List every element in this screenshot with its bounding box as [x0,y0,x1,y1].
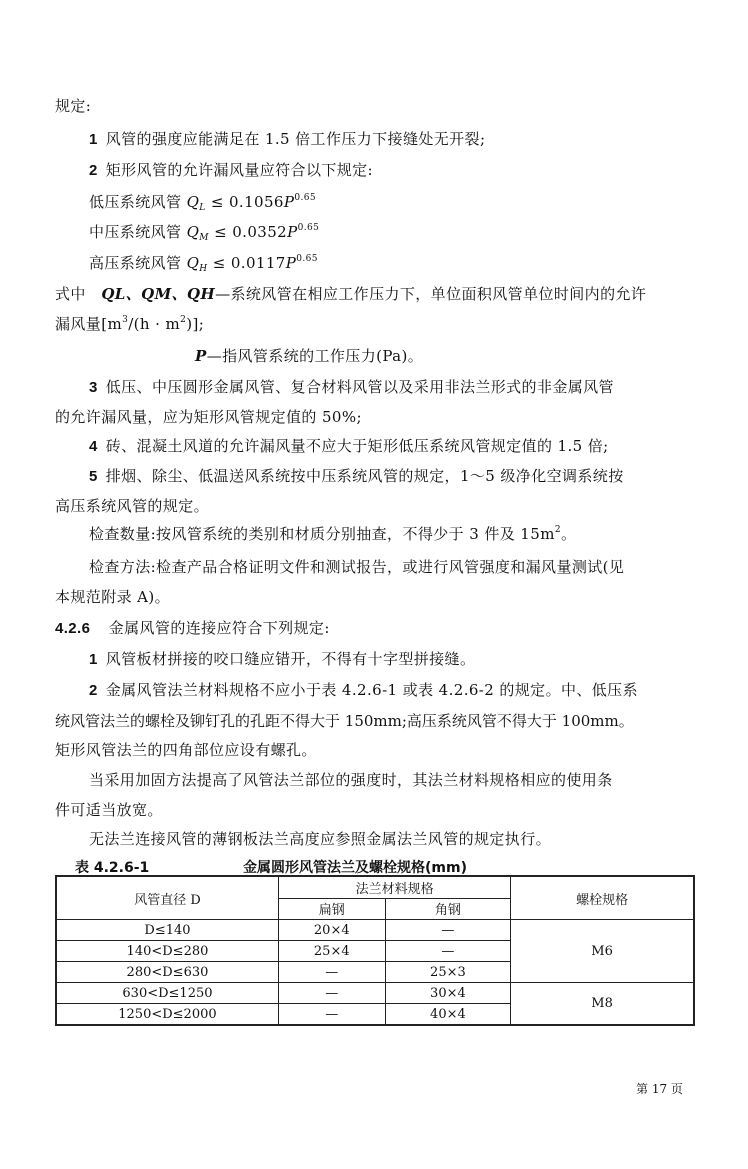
pressure-text: —指风管系统的工作压力(Pa)。 [206,347,424,365]
formula-exponent: 0.65 [296,254,318,264]
check-text: 检查方法:检查产品合格证明文件和测试报告，或进行风管强度和漏风量测试(见 [89,558,625,576]
cell-diameter: 280<D≤630 [56,962,278,983]
clause-number: 2 [89,162,98,179]
clause-2 [89,160,729,181]
formula-medium-pressure [89,222,729,242]
formula-subscript: M [199,233,209,243]
formula-value: ≤ 0.1056 [205,193,284,211]
formula-subscript: L [199,203,206,213]
clause-text: 的允许漏风量，应为矩形风管规定值的 50%; [55,408,362,426]
unit-text: /(h · m [128,315,181,333]
clause-text: 低压、中压圆形金属风管、复合材料风管以及采用非法兰形式的非金属风管 [105,378,614,396]
formula-symbol: P [283,193,295,211]
flange-bolt-table [55,875,695,1026]
subclause-2-cont2 [55,740,695,760]
clause-number: 2 [89,682,98,699]
table-number: 表 4.2.6-1 [75,860,150,876]
clause-3 [89,377,729,398]
page-number: 第 17 页 [636,1082,683,1096]
cell-diameter: D≤140 [56,920,278,941]
table-header-row [56,876,694,898]
check-quantity [89,524,729,544]
clause-text: 砖、混凝土风道的允许漏风量不应大于矩形低压系统风管规定值的 1.5 倍; [105,437,609,455]
cell-angle: — [385,941,511,962]
clause-text: 矩形风管的允许漏风量应符合以下规定: [105,161,374,179]
formula-symbol: P [285,254,297,272]
paragraph-intro [55,96,695,116]
unit-text: )]; [186,315,205,333]
subclause-1 [89,649,729,670]
cell-angle: 30×4 [385,983,511,1004]
clause-number: 5 [89,468,98,485]
reinforce-paragraph [89,770,729,790]
check-text: 本规范附录 A)。 [55,588,171,606]
formula-label: 高压系统风管 [89,254,182,272]
cell-flat: — [278,1004,385,1026]
cell-angle: 25×3 [385,962,511,983]
formula-value: ≤ 0.0117 [207,254,286,272]
formula-label: 中压系统风管 [89,223,182,241]
section-number: 4.2.6 [55,620,91,637]
clause-1 [89,129,729,150]
clause-number: 1 [89,131,98,148]
header-diameter: 风管直径 D [56,876,278,920]
formula-exponent: 0.65 [294,193,317,203]
where-symbols: QL、QM、QH [101,285,216,303]
clause-number: 3 [89,379,98,396]
cell-bolt-m6: M6 [511,920,694,983]
formula-low-pressure [89,192,729,212]
flangeless-paragraph [89,829,729,849]
clause-text: 矩形风管法兰的四角部位应设有螺孔。 [55,741,317,759]
formula-high-pressure [89,253,729,273]
clause-number: 1 [89,651,98,668]
paragraph-text: 无法兰连接风管的薄钢板法兰高度应参照金属法兰风管的规定执行。 [89,830,552,848]
paragraph-text: 当采用加固方法提高了风管法兰部位的强度时，其法兰材料规格相应的使用条 [89,771,613,789]
clause-5 [89,466,729,487]
unit-text: 漏风量[m [55,315,123,333]
where-definition-unit [55,314,695,334]
formula-symbol: Q [186,254,200,272]
clause-text: 金属风管法兰材料规格不应小于表 4.2.6-1 或表 4.2.6-2 的规定。中、低压系 [105,681,638,699]
clause-number: 4 [89,438,98,455]
where-text: —系统风管在相应工作压力下，单位面积风管单位时间内的允许 [215,285,647,303]
clause-text: 高压系统风管的规定。 [55,497,210,515]
where-prefix: 式中 [55,285,86,303]
paragraph-text: 件可适当放宽。 [55,801,163,819]
header-flange: 法兰材料规格 [278,876,510,898]
formula-subscript: H [199,264,208,274]
header-angle-steel: 角钢 [385,898,511,920]
subclause-2-cont [55,711,695,731]
formula-symbol: Q [186,223,200,241]
cell-flat: 25×4 [278,941,385,962]
clause-4 [89,436,729,457]
pressure-definition [195,346,748,366]
clause-3-cont [55,407,695,427]
clause-text: 排烟、除尘、低温送风系统按中压系统风管的规定，1～5 级净化空调系统按 [105,467,624,485]
cell-flat: 20×4 [278,920,385,941]
clause-text: 风管板材拼接的咬口缝应错开，不得有十字型拼接缝。 [105,650,476,668]
section-4-2-6 [55,618,695,639]
cell-flat: — [278,983,385,1004]
cell-diameter: 630<D≤1250 [56,983,278,1004]
where-definition [55,284,695,304]
table-title [75,857,467,877]
cell-angle: — [385,920,511,941]
check-text: 。 [560,525,577,543]
unit-exponent: 2 [180,315,187,325]
section-text: 金属风管的连接应符合下列规定: [108,619,330,637]
unit-exponent: 3 [122,315,129,325]
cell-flat: — [278,962,385,983]
formula-symbol: Q [186,193,200,211]
check-text: 检查数量:按风管系统的类别和材质分别抽查，不得少于 3 件及 15m [89,525,555,543]
table-caption: 金属圆形风管法兰及螺栓规格(mm) [243,860,467,876]
formula-symbol: P [287,223,298,241]
header-flat-steel: 扁钢 [278,898,385,920]
check-method-cont [55,587,695,607]
check-method [89,557,729,577]
header-bolt: 螺栓规格 [511,876,694,920]
clause-5-cont [55,496,695,516]
subclause-2 [89,680,729,701]
table-row [56,983,694,1004]
clause-text: 风管的强度应能满足在 1.5 倍工作压力下接缝处无开裂; [105,130,486,148]
table-row [56,920,694,941]
check-exponent: 2 [554,525,561,535]
pressure-symbol: P [195,347,207,365]
cell-bolt-m8: M8 [511,983,694,1026]
intro-text: 规定: [55,97,92,115]
formula-exponent: 0.65 [297,223,320,233]
cell-angle: 40×4 [385,1004,511,1026]
formula-value: ≤ 0.0352 [208,223,288,241]
reinforce-paragraph-cont [55,800,695,820]
clause-text: 统风管法兰的螺栓及铆钉孔的孔距不得大于 150mm;高压系统风管不得大于 100mm。 [55,712,634,730]
cell-diameter: 1250<D≤2000 [56,1004,278,1026]
formula-label: 低压系统风管 [89,193,182,211]
cell-diameter: 140<D≤280 [56,941,278,962]
